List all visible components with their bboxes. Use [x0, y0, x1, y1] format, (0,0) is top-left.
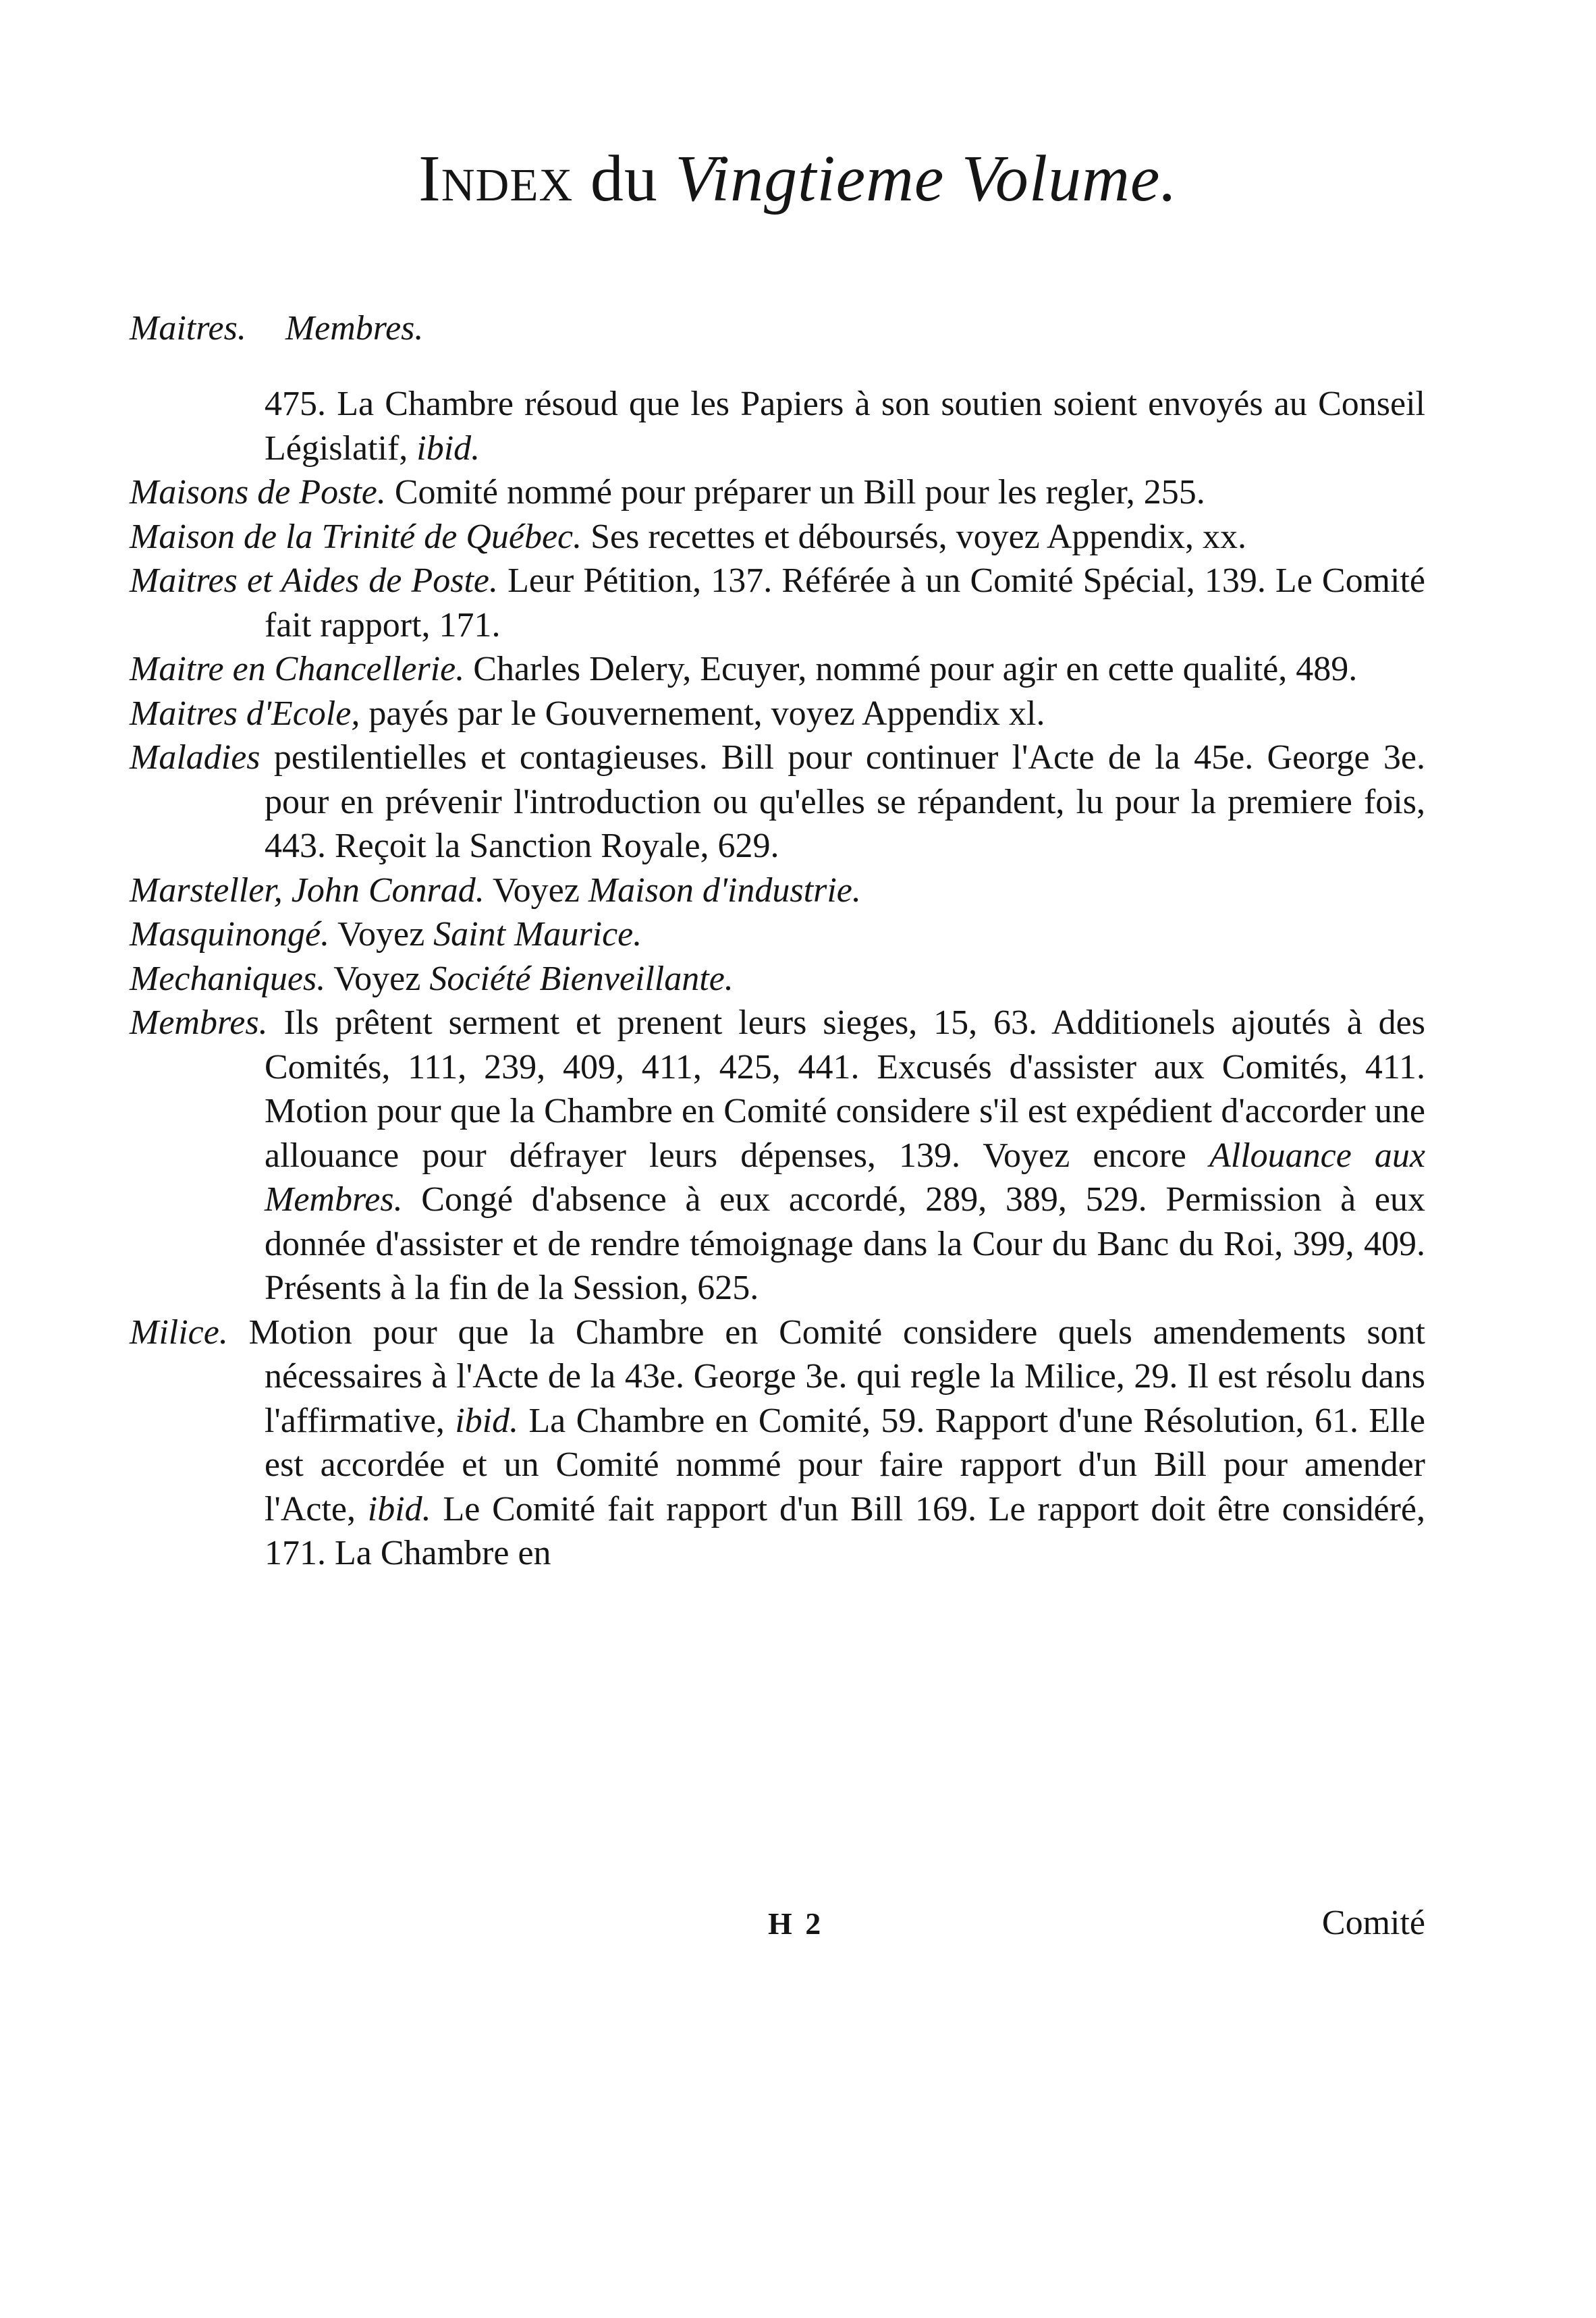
entry-text: pestilentielles et contagieuses. Bill pour continuer l'Acte de la 45e. George 3e. pour en prévenir l'introduction ou qu'elles se répandent, lu pour la premiere fois, 443. Reçoit la Sanction Royale, 629.	[260, 738, 1425, 865]
entry-heading: Mechaniques.	[130, 959, 326, 998]
index-entry	[130, 470, 1425, 515]
entry-heading: Maison de la Trinité de Québec.	[130, 517, 582, 556]
running-head	[130, 307, 423, 350]
index-entries	[130, 382, 1425, 1576]
entry-heading: Maladies	[130, 738, 260, 777]
index-entry	[130, 736, 1425, 868]
entry-text: Comité nommé pour préparer un Bill pour les regler, 255.	[385, 473, 1205, 512]
entry-text: Congé d'absence à eux accordé, 289, 389, 529. Permission à eux donnée d'assister et de rendre témoignage dans la Cour du Banc du Roi, 399, 409. Présents à la fin de la Session, 625.	[265, 1180, 1425, 1307]
entry-text: Voyez	[484, 871, 588, 910]
entry-cross-reference: ibid.	[367, 1489, 431, 1528]
title-volume: Vingtieme Volume.	[675, 142, 1178, 215]
entry-text: La Chambre en Comité, 59. Rapport d'une Résolution, 61. Elle est accordée et un Comité nommé pour faire rapport d'un Bill pour amender l'Acte,	[265, 1401, 1425, 1528]
entry-cross-reference: Société Bienveillante.	[429, 959, 734, 998]
index-entry	[130, 515, 1425, 559]
entry-cross-reference: Allouance aux Membres.	[265, 1136, 1426, 1219]
index-entry	[130, 957, 1425, 1001]
entry-body	[325, 960, 734, 998]
entry-body	[582, 518, 1246, 556]
index-entry	[130, 647, 1425, 692]
entry-cross-reference: Maison d'industrie.	[588, 871, 861, 910]
entry-cross-reference: Saint Maurice.	[433, 915, 642, 954]
entry-heading: Maitre en Chancellerie.	[130, 650, 465, 688]
index-entry	[130, 912, 1425, 957]
entry-body	[360, 694, 1045, 733]
index-entry	[130, 692, 1425, 736]
entry-heading: Milice.	[130, 1313, 228, 1352]
index-entry	[130, 868, 1425, 913]
entry-heading: Marsteller, John Conrad.	[130, 871, 485, 910]
entry-text: Voyez	[329, 915, 434, 954]
entry-text: 475. La Chambre résoud que les Papiers à son soutien soient envoyés au Conseil Législatif,	[265, 385, 1425, 468]
entry-text: Le Comité fait rapport d'un Bill 169. Le rapport doit être considéré, 171. La Chambre en	[265, 1489, 1425, 1572]
title-du: du	[590, 142, 658, 215]
entry-text: payés par le Gouvernement, voyez Appendix xl.	[360, 694, 1045, 733]
running-head-right: Membres.	[285, 309, 424, 348]
entry-body	[265, 385, 1425, 468]
entry-body	[265, 1003, 1425, 1307]
entry-heading: Maitres d'Ecole,	[130, 694, 360, 733]
title-index: Index	[418, 142, 574, 215]
entry-heading: Membres.	[130, 1003, 268, 1042]
entry-body	[329, 915, 642, 954]
entry-text: Ses recettes et déboursés, voyez Appendix, xx.	[582, 517, 1246, 556]
catchword: Comité	[1321, 1904, 1425, 1942]
entry-text: Charles Delery, Ecuyer, nommé pour agir en cette qualité, 489.	[464, 650, 1358, 688]
entry-heading: Maitres et Aides de Poste.	[130, 561, 498, 600]
entry-cross-reference: ibid.	[455, 1401, 519, 1440]
page-title	[0, 138, 1596, 219]
entry-body	[228, 1313, 1425, 1573]
entry-body	[485, 871, 861, 910]
entry-body	[464, 650, 1357, 688]
entry-text: Leur Pétition, 137. Référée à un Comité Spécial, 139. Le Comité fait rapport, 171.	[265, 561, 1425, 644]
entry-text: Voyez	[325, 959, 430, 998]
entry-text: Motion pour que la Chambre en Comité considere quels amendements sont nécessaires à l'Acte de la 43e. George 3e. qui regle la Milice, 29. Il est résolu dans l'affirmative,	[227, 1313, 1425, 1440]
entry-body	[260, 738, 1425, 865]
entry-text: Ils prêtent serment et prenent leurs sieges, 15, 63. Additionels ajoutés à des Comités, 111, 239, 409, 411, 425, 441. Excusés d'assister aux Comités, 411. Motion pour que la Chambre en Comité considere s'il est expédient d'accorder une allouance pour défrayer leurs dépenses, 139. Voyez encore	[265, 1003, 1425, 1175]
index-entry	[130, 1310, 1425, 1576]
entry-heading: Masquinongé.	[130, 915, 330, 954]
index-entry	[130, 559, 1425, 647]
entry-cross-reference: ibid.	[416, 429, 480, 468]
signature-mark: H 2	[768, 1906, 824, 1941]
running-head-left: Maitres.	[130, 309, 246, 348]
index-entry	[130, 382, 1425, 470]
entry-heading: Maisons de Poste.	[130, 473, 386, 512]
entry-body	[386, 473, 1205, 512]
index-entry	[130, 1001, 1425, 1310]
